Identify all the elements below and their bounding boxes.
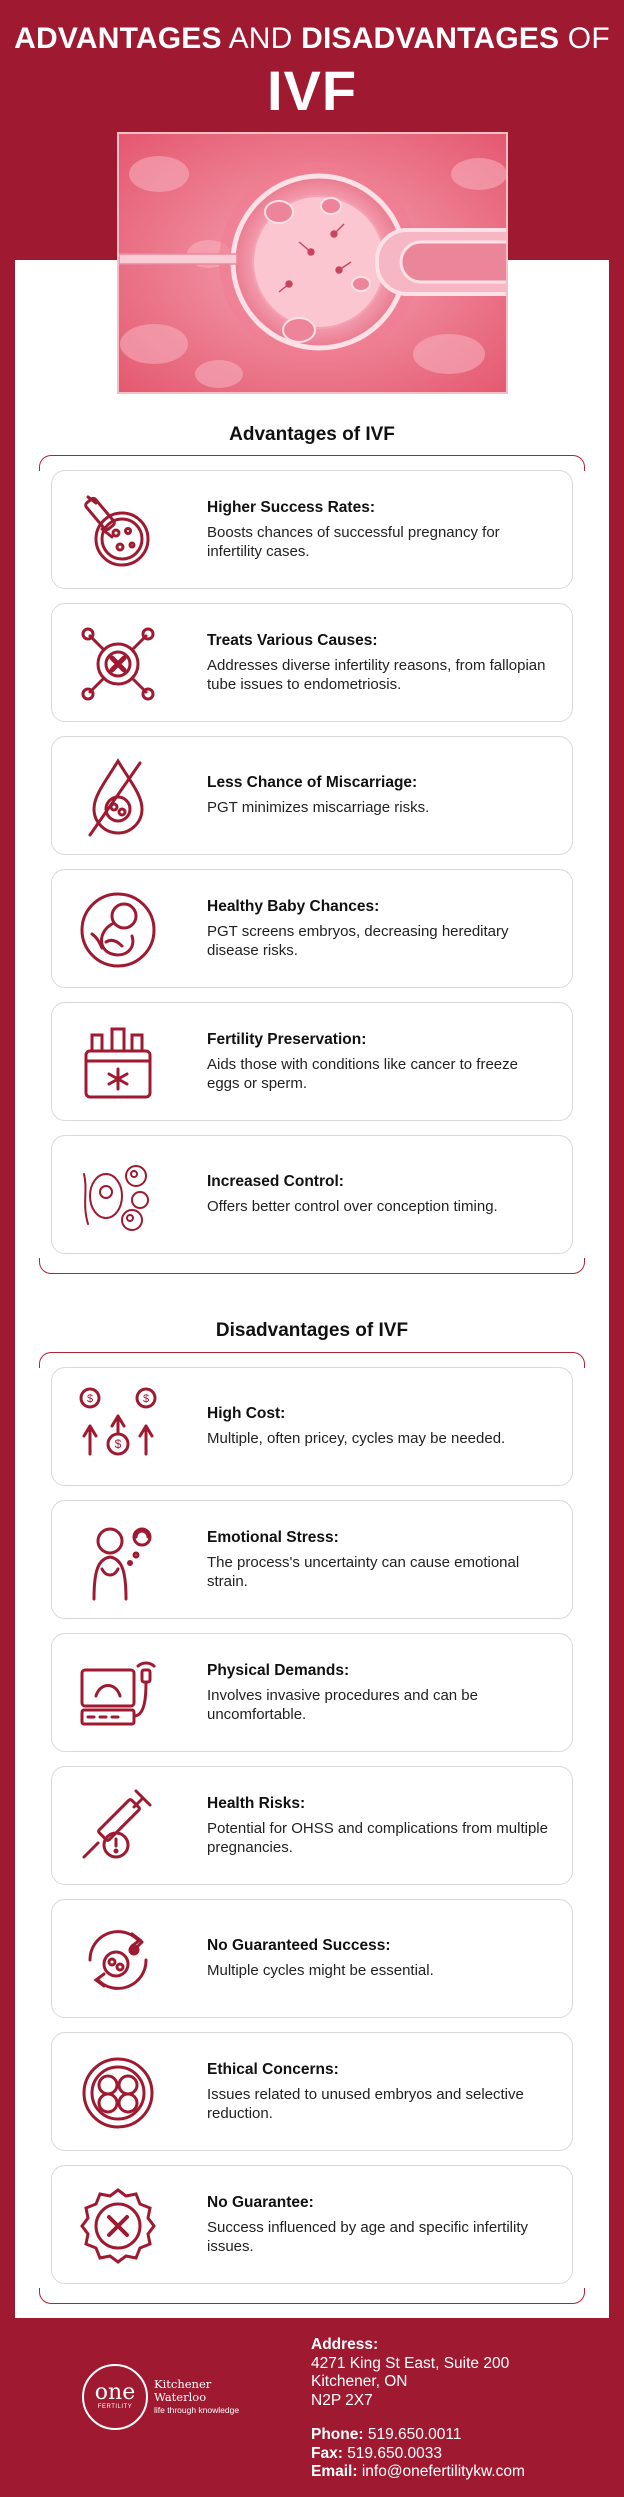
contact-info xyxy=(311,2336,525,2482)
card-title: Less Chance of Miscarriage: xyxy=(207,774,418,791)
card-title: Emotional Stress: xyxy=(207,1528,339,1546)
card-title: High Cost: xyxy=(207,1405,286,1422)
advantages-bracket-bottom xyxy=(39,1258,585,1274)
advantage-card-miscarriage xyxy=(51,736,573,855)
card-title: Fertility Preservation: xyxy=(207,1030,367,1048)
disadvantage-card-health-risks xyxy=(51,1766,573,1885)
phone-row[interactable]: Phone: 519.650.0011 xyxy=(311,2426,462,2443)
one-fertility-logo[interactable] xyxy=(82,2358,282,2438)
card-description: Issues related to unused embryos and selective reduction. xyxy=(207,2085,524,2122)
left-border-stripe xyxy=(0,260,15,2320)
advantage-card-various-causes xyxy=(51,603,573,722)
card-title: Higher Success Rates: xyxy=(207,498,375,516)
disadvantages-bracket-bottom xyxy=(39,2288,585,2304)
title-subheading: ADVANTAGES AND DISADVANTAGES OF xyxy=(14,22,610,55)
disadvantages-bracket-top xyxy=(39,1352,585,1368)
address-line: 4271 King St East, Suite 200 xyxy=(311,2354,510,2372)
syringe-warning-icon xyxy=(76,1785,160,1869)
page-title: IVF xyxy=(266,59,358,122)
card-description: Potential for OHSS and complications from multiple pregnancies. xyxy=(207,1819,548,1856)
disadvantage-card-ethical-concerns xyxy=(51,2032,573,2151)
cryo-box-icon xyxy=(76,1021,160,1105)
rising-cost-icon xyxy=(76,1386,160,1470)
address-label: Address: xyxy=(311,2336,379,2353)
disadvantage-card-no-guaranteed-success xyxy=(51,1899,573,2018)
card-description: Multiple cycles might be essential. xyxy=(207,1962,434,1979)
card-description: Addresses diverse infertility reasons, from fallopian tube issues to endometriosis. xyxy=(207,656,546,693)
address-line: Kitchener, ON xyxy=(311,2373,408,2390)
card-description: Involves invasive procedures and can be uncomfortable. xyxy=(207,1686,478,1723)
card-title: Healthy Baby Chances: xyxy=(207,897,380,915)
advantage-card-success-rates xyxy=(51,470,573,589)
svg-text:$: $ xyxy=(142,1393,150,1405)
disadvantage-card-high-cost xyxy=(51,1367,573,1486)
advantage-card-fertility-preservation xyxy=(51,1002,573,1121)
disadvantage-card-physical-demands xyxy=(51,1633,573,1752)
advantage-card-increased-control xyxy=(51,1135,573,1254)
advantage-card-healthy-baby xyxy=(51,869,573,988)
right-border-stripe xyxy=(609,260,624,2320)
fetus-icon xyxy=(76,888,160,972)
advantages-bracket-top xyxy=(39,455,585,471)
disadvantages-heading: Disadvantages of IVF xyxy=(215,1320,409,1341)
stressed-person-icon xyxy=(76,1519,160,1603)
card-description: Multiple, often pricey, cycles may be needed. xyxy=(207,1430,506,1447)
card-description: Boosts chances of successful pregnancy for infertility cases. xyxy=(207,523,500,560)
card-title: Increased Control: xyxy=(207,1173,344,1190)
card-title: Health Risks: xyxy=(207,1794,306,1812)
card-title: Treats Various Causes: xyxy=(207,631,378,649)
card-description: Success influenced by age and specific infertility issues. xyxy=(207,2218,529,2255)
footer xyxy=(0,2318,624,2497)
logo-badge: one FERTILITY xyxy=(82,2364,148,2430)
petri-dish-pipette-icon xyxy=(76,489,160,573)
card-description: Offers better control over conception timing. xyxy=(207,1198,498,1215)
svg-text:$: $ xyxy=(86,1393,94,1405)
ultrasound-machine-icon xyxy=(76,1652,160,1736)
card-description: Aids those with conditions like cancer to freeze eggs or sperm. xyxy=(207,1055,518,1092)
card-title: No Guaranteed Success: xyxy=(207,1937,391,1954)
disadvantage-card-no-guarantee xyxy=(51,2165,573,2284)
card-description: The process's uncertainty can cause emotional strain. xyxy=(207,1553,520,1590)
card-title: Physical Demands: xyxy=(207,1661,350,1679)
address-line: N2P 2X7 xyxy=(311,2391,373,2409)
crossed-drop-icon xyxy=(76,755,160,839)
email-row[interactable]: Email: info@onefertilitykw.com xyxy=(311,2463,525,2480)
cycle-sperm-egg-icon xyxy=(76,1918,160,2002)
embryo-cells-icon xyxy=(76,1154,160,1238)
card-description: PGT screens embryos, decreasing hereditary disease risks. xyxy=(207,922,509,959)
logo-text: Kitchener Waterloo life through knowledge xyxy=(154,2377,240,2415)
ivf-hero-image xyxy=(117,132,508,394)
card-title: No Guarantee: xyxy=(207,2193,314,2211)
card-title: Ethical Concerns: xyxy=(207,2060,339,2078)
embryo-icon xyxy=(76,2051,160,2135)
svg-text:$: $ xyxy=(114,1437,122,1451)
virus-cross-icon xyxy=(76,622,160,706)
advantages-heading: Advantages of IVF xyxy=(229,424,395,445)
fax-row: Fax: 519.650.0033 xyxy=(311,2444,443,2462)
disadvantage-card-emotional-stress xyxy=(51,1500,573,1619)
card-description: PGT minimizes miscarriage risks. xyxy=(207,799,430,816)
x-badge-icon xyxy=(76,2184,160,2268)
